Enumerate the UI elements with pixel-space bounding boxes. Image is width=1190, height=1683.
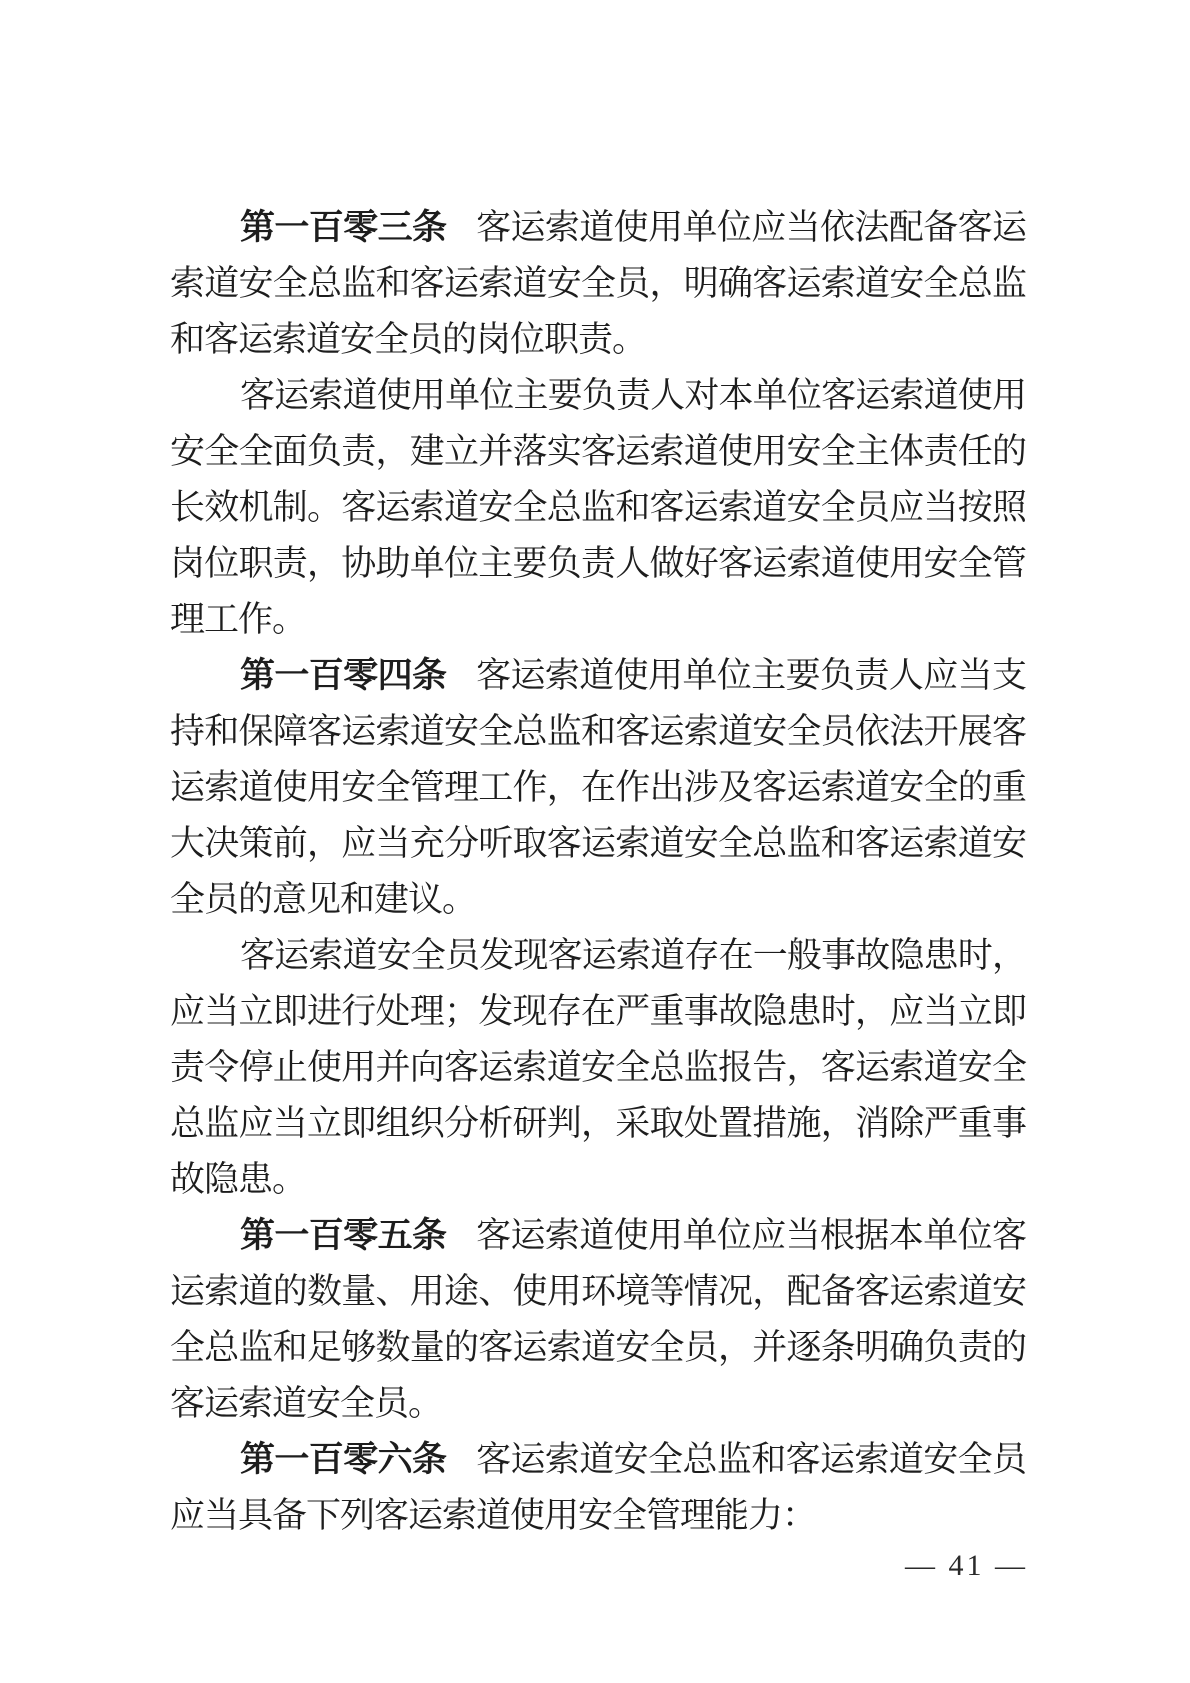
page-number: — 41 — — [905, 1549, 1028, 1582]
article-text: 客运索道使用单位应当依法配备客运索道安全总监和客运索道安全员，明确客运索道安全总监和客运索道安全员的岗位职责。 — [170, 208, 1026, 359]
document-body — [170, 200, 1026, 1544]
article-paragraph — [170, 1432, 1026, 1544]
article-number: 第一百零三条 — [240, 208, 447, 247]
article-text: 客运索道安全员发现客运索道存在一般事故隐患时，应当立即进行处理；发现存在严重事故隐患时，应当立即责令停止使用并向客运索道安全总监报告，客运索道安全总监应当立即组织分析研判，采取处置措施，消除严重事故隐患。 — [170, 936, 1026, 1199]
article-paragraph — [170, 368, 1026, 648]
article-paragraph — [170, 1208, 1026, 1432]
article-text: 客运索道使用单位主要负责人对本单位客运索道使用安全全面负责，建立并落实客运索道使用安全主体责任的长效机制。客运索道安全总监和客运索道安全员应当按照岗位职责，协助单位主要负责人做好客运索道使用安全管理工作。 — [170, 376, 1026, 639]
article-text: 客运索道使用单位应当根据本单位客运索道的数量、用途、使用环境等情况，配备客运索道安全总监和足够数量的客运索道安全员，并逐条明确负责的客运索道安全员。 — [170, 1216, 1026, 1423]
article-paragraph — [170, 648, 1026, 928]
article-paragraph — [170, 928, 1026, 1208]
article-text: 客运索道安全总监和客运索道安全员应当具备下列客运索道使用安全管理能力： — [170, 1440, 1026, 1535]
article-number: 第一百零四条 — [240, 656, 447, 695]
article-number: 第一百零五条 — [240, 1216, 447, 1255]
article-paragraph — [170, 200, 1026, 368]
article-text: 客运索道使用单位主要负责人应当支持和保障客运索道安全总监和客运索道安全员依法开展客运索道使用安全管理工作，在作出涉及客运索道安全的重大决策前，应当充分听取客运索道安全总监和客运索道安全员的意见和建议。 — [170, 656, 1026, 919]
article-number: 第一百零六条 — [240, 1440, 447, 1479]
